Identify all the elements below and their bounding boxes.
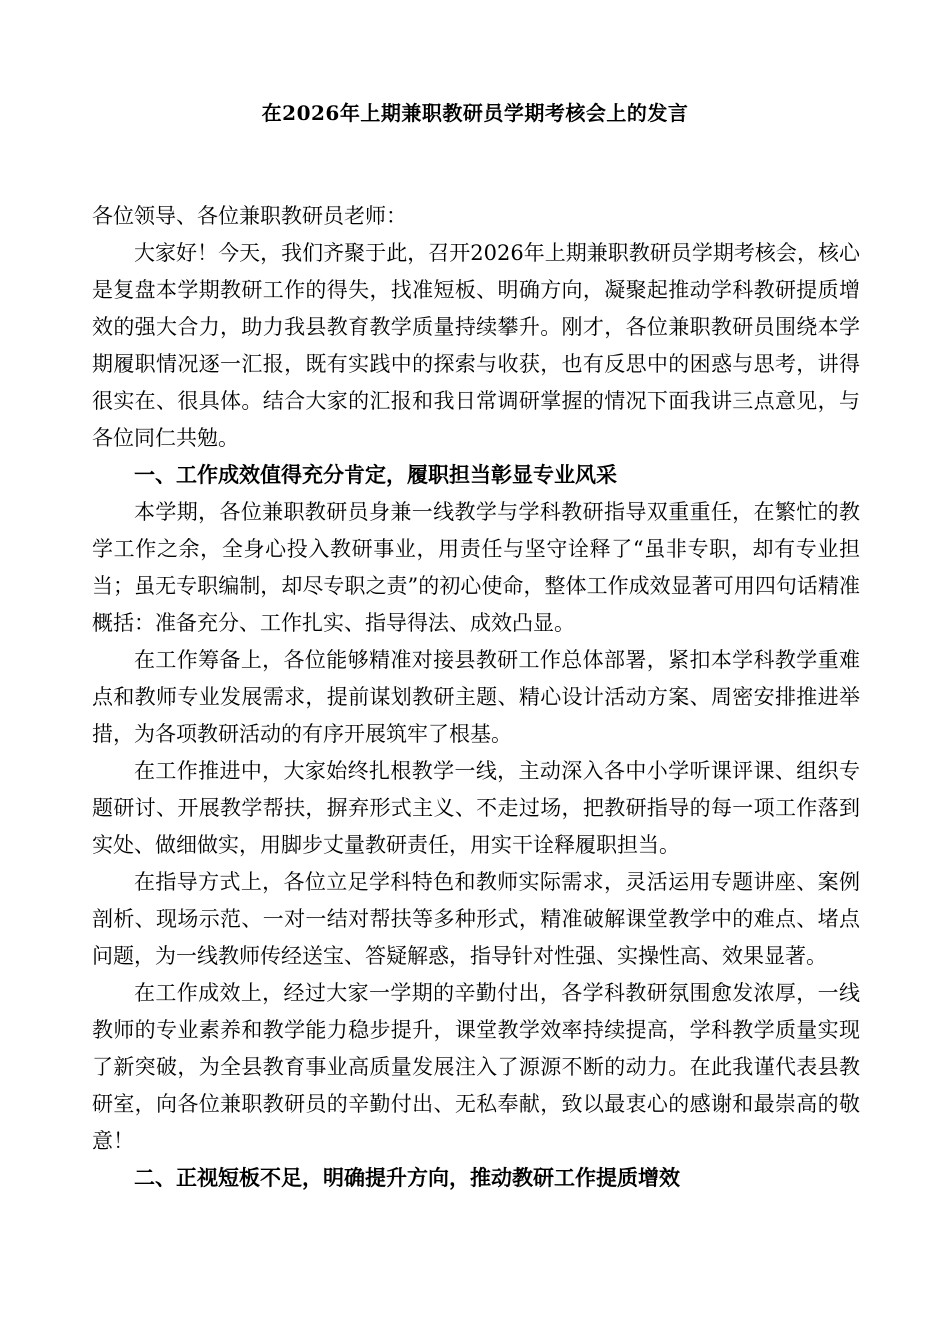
section1-paragraph-3: 在工作推进中，大家始终扎根教学一线，主动深入各中小学听课评课、组织专题研讨、开展教学帮扶，摒弃形式主义、不走过场，把教研指导的每一项工作落到实处、做细做实，用脚步丈量教研责任，用实干诠释履职担当。	[92, 759, 860, 857]
section-heading-1: 一、工作成效值得充分肯定，履职担当彰显专业风采	[134, 463, 617, 487]
section1-paragraph-2: 在工作筹备上，各位能够精准对接县教研工作总体部署，紧扣本学科教学重难点和教师专业发展需求，提前谋划教研主题、精心设计活动方案、周密安排推进举措，为各项教研活动的有序开展筑牢了根基。	[92, 648, 860, 746]
intro-paragraph: 大家好！今天，我们齐聚于此，召开2026年上期兼职教研员学期考核会，核心是复盘本学期教研工作的得失，找准短板、明确方向，凝聚起推动学科教研提质增效的强大合力，助力我县教育教学质量持续攀升。刚才，各位兼职教研员围绕本学期履职情况逐一汇报，既有实践中的探索与收获，也有反思中的困惑与思考，讲得很实在、很具体。结合大家的汇报和我日常调研掌握的情况下面我讲三点意见，与各位同仁共勉。	[92, 241, 860, 450]
section1-paragraph-1: 本学期，各位兼职教研员身兼一线教学与学科教研指导双重重任，在繁忙的教学工作之余，全身心投入教研事业，用责任与坚守诠释了“虽非专职，却有专业担当；虽无专职编制，却尽专职之责”的初心使命，整体工作成效显著可用四句话精准概括：准备充分、工作扎实、指导得法、成效凸显。	[92, 500, 860, 635]
section-heading-2: 二、正视短板不足，明确提升方向，推动教研工作提质增效	[134, 1166, 680, 1190]
section1-paragraph-4: 在指导方式上，各位立足学科特色和教师实际需求，灵活运用专题讲座、案例剖析、现场示范、一对一结对帮扶等多种形式，精准破解课堂教学中的难点、堵点问题，为一线教师传经送宝、答疑解惑，指导针对性强、实操性高、效果显著。	[92, 870, 860, 968]
document-body	[92, 198, 860, 1197]
salutation: 各位领导、各位兼职教研员老师：	[92, 204, 407, 228]
section1-paragraph-5: 在工作成效上，经过大家一学期的辛勤付出，各学科教研氛围愈发浓厚，一线教师的专业素养和教学能力稳步提升，课堂教学效率持续提高，学科教学质量实现了新突破，为全县教育事业高质量发展注入了源源不断的动力。在此我谨代表县教研室，向各位兼职教研员的辛勤付出、无私奉献，致以最衷心的感谢和最崇高的敬意！	[92, 981, 860, 1153]
document-title: 在2026年上期兼职教研员学期考核会上的发言	[261, 101, 689, 125]
